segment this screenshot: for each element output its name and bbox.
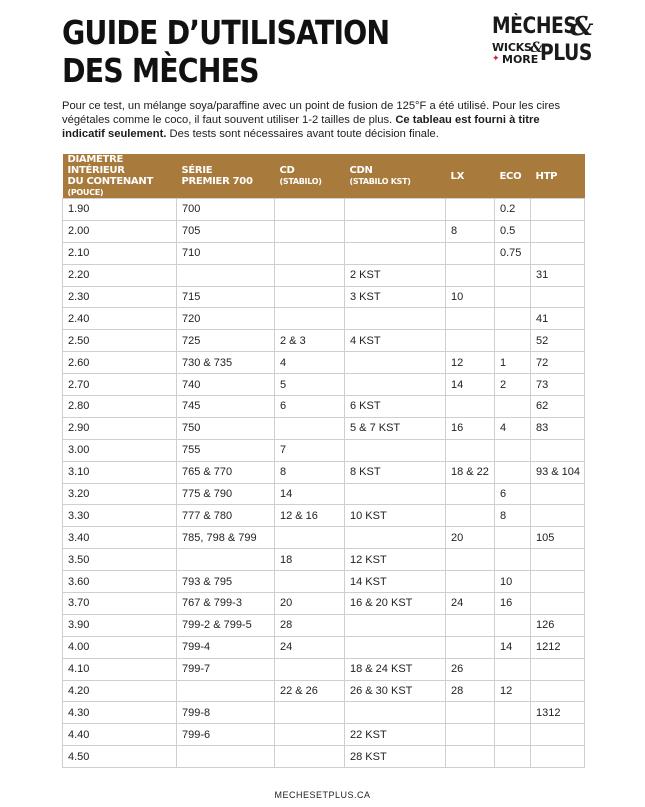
table-cell: 31 — [531, 264, 585, 286]
table-cell: 12 — [446, 352, 495, 374]
table-cell — [275, 658, 345, 680]
table-row — [63, 242, 585, 264]
column-header — [446, 154, 495, 199]
table-cell — [495, 330, 531, 352]
table-row — [63, 658, 585, 680]
table-cell: 93 & 104 — [531, 461, 585, 483]
table-row — [63, 549, 585, 571]
table-row — [63, 308, 585, 330]
table-row — [63, 505, 585, 527]
table-cell — [495, 724, 531, 746]
table-row — [63, 396, 585, 418]
table-cell: 24 — [275, 636, 345, 658]
table-cell: 5 & 7 KST — [345, 417, 446, 439]
table-cell: 22 & 26 — [275, 680, 345, 702]
column-header-main: CDN — [349, 165, 373, 176]
table-cell: 20 — [446, 527, 495, 549]
table-row — [63, 593, 585, 615]
table-cell: 14 — [495, 636, 531, 658]
column-header — [531, 154, 585, 199]
table-cell: 6 KST — [345, 396, 446, 418]
table-cell: 765 & 770 — [177, 461, 275, 483]
table-cell — [495, 527, 531, 549]
table-row — [63, 724, 585, 746]
wick-guide-table — [62, 154, 585, 768]
table-cell: 2.50 — [63, 330, 177, 352]
table-cell: 6 — [495, 483, 531, 505]
table-cell: 4.40 — [63, 724, 177, 746]
logo-word-more: MORE — [502, 53, 539, 66]
table-cell: 2.00 — [63, 220, 177, 242]
column-header — [275, 154, 345, 199]
table-cell: 8 — [446, 220, 495, 242]
logo-word-meches: MÈCHES — [492, 14, 577, 39]
table-cell: 28 — [446, 680, 495, 702]
table-cell: 7 — [275, 439, 345, 461]
table-cell — [446, 636, 495, 658]
table-cell: 730 & 735 — [177, 352, 275, 374]
table-cell: 8 — [495, 505, 531, 527]
table-cell: 799-6 — [177, 724, 275, 746]
table-cell: 3.40 — [63, 527, 177, 549]
table-cell: 3.20 — [63, 483, 177, 505]
column-header-main: SÉRIE — [181, 165, 213, 176]
table-cell: 3.60 — [63, 571, 177, 593]
table-cell — [446, 199, 495, 221]
table-cell: 740 — [177, 374, 275, 396]
table-cell: 2.30 — [63, 286, 177, 308]
table-cell — [531, 220, 585, 242]
table-cell: 4.00 — [63, 636, 177, 658]
table-cell: 4.30 — [63, 702, 177, 724]
table-cell: 83 — [531, 417, 585, 439]
table-cell: 2 & 3 — [275, 330, 345, 352]
table-cell: 2.70 — [63, 374, 177, 396]
table-cell: 793 & 795 — [177, 571, 275, 593]
table-cell: 10 KST — [345, 505, 446, 527]
table-cell: 0.5 — [495, 220, 531, 242]
table-cell: 4.50 — [63, 746, 177, 768]
table-cell: 14 — [275, 483, 345, 505]
table-cell: 8 KST — [345, 461, 446, 483]
table-cell: 2.60 — [63, 352, 177, 374]
table-cell — [345, 242, 446, 264]
table-cell — [275, 417, 345, 439]
table-cell: 3.90 — [63, 614, 177, 636]
column-header-main: CD — [279, 165, 295, 176]
table-cell: 73 — [531, 374, 585, 396]
table-row — [63, 614, 585, 636]
table-cell: 2.80 — [63, 396, 177, 418]
table-cell: 3.00 — [63, 439, 177, 461]
table-cell: 3 KST — [345, 286, 446, 308]
table-cell: 2.20 — [63, 264, 177, 286]
page-title-line2: DES MÈCHES — [62, 51, 259, 90]
table-cell: 28 KST — [345, 746, 446, 768]
table-cell: 745 — [177, 396, 275, 418]
column-header — [63, 154, 177, 199]
table-cell: 4 KST — [345, 330, 446, 352]
column-header-main: LX — [450, 170, 464, 182]
table-cell: 16 & 20 KST — [345, 593, 446, 615]
table-cell — [345, 374, 446, 396]
table-cell — [275, 308, 345, 330]
column-header-sub: (POUCE) — [67, 188, 104, 197]
table-cell — [495, 308, 531, 330]
table-cell — [495, 702, 531, 724]
table-cell — [275, 746, 345, 768]
table-cell — [495, 439, 531, 461]
table-cell: 72 — [531, 352, 585, 374]
column-header-main: DIAMÈTRE INTÉRIEUR — [67, 154, 125, 176]
table-cell: 3.70 — [63, 593, 177, 615]
table-cell: 2.40 — [63, 308, 177, 330]
table-cell — [345, 527, 446, 549]
table-cell — [177, 264, 275, 286]
table-cell — [446, 614, 495, 636]
intro-paragraph — [62, 99, 582, 141]
table-cell: 18 & 24 KST — [345, 658, 446, 680]
table-cell — [446, 330, 495, 352]
table-cell: 105 — [531, 527, 585, 549]
table-cell — [275, 264, 345, 286]
table-cell — [275, 220, 345, 242]
table-cell: 777 & 780 — [177, 505, 275, 527]
table-cell: 26 & 30 KST — [345, 680, 446, 702]
table-cell: 16 — [446, 417, 495, 439]
table-header-row — [63, 154, 585, 199]
table-cell: 3.50 — [63, 549, 177, 571]
table-cell: 799-8 — [177, 702, 275, 724]
table-cell — [275, 571, 345, 593]
table-cell — [446, 308, 495, 330]
logo-ampersand-small: & — [530, 40, 543, 56]
table-cell — [345, 352, 446, 374]
table-row — [63, 330, 585, 352]
table-cell — [446, 483, 495, 505]
table-cell — [275, 242, 345, 264]
table-cell — [345, 199, 446, 221]
table-cell: 799-4 — [177, 636, 275, 658]
table-cell — [275, 199, 345, 221]
table-cell: 14 KST — [345, 571, 446, 593]
table-cell: 8 — [275, 461, 345, 483]
table-cell — [345, 308, 446, 330]
table-cell — [345, 220, 446, 242]
table-cell: 785, 798 & 799 — [177, 527, 275, 549]
table-cell: 62 — [531, 396, 585, 418]
table-cell: 0.75 — [495, 242, 531, 264]
table-row — [63, 352, 585, 374]
table-row — [63, 571, 585, 593]
table-cell: 126 — [531, 614, 585, 636]
table-cell — [531, 658, 585, 680]
column-header — [177, 154, 275, 199]
table-cell — [446, 549, 495, 571]
table-row — [63, 286, 585, 308]
table-cell — [345, 439, 446, 461]
table-cell: 10 — [495, 571, 531, 593]
table-cell — [495, 461, 531, 483]
table-cell: 20 — [275, 593, 345, 615]
table-cell: 4.20 — [63, 680, 177, 702]
table-row — [63, 417, 585, 439]
table-cell — [345, 636, 446, 658]
table-row — [63, 483, 585, 505]
brand-logo — [490, 14, 600, 70]
table-cell: 28 — [275, 614, 345, 636]
table-cell — [275, 286, 345, 308]
table-cell: 750 — [177, 417, 275, 439]
intro-text-after: Des tests sont nécessaires avant toute décision finale. — [166, 128, 439, 140]
table-cell — [531, 199, 585, 221]
table-cell: 700 — [177, 199, 275, 221]
table-cell: 725 — [177, 330, 275, 352]
table-cell — [446, 571, 495, 593]
table-cell — [345, 702, 446, 724]
table-cell — [345, 483, 446, 505]
logo-word-plus: PLUS — [540, 41, 592, 66]
table-cell — [495, 658, 531, 680]
table-cell: 0.2 — [495, 199, 531, 221]
table-cell — [531, 242, 585, 264]
column-header-main: ECO — [499, 170, 522, 182]
table-cell — [446, 264, 495, 286]
table-row — [63, 636, 585, 658]
table-row — [63, 264, 585, 286]
table-cell: 16 — [495, 593, 531, 615]
table-cell: 705 — [177, 220, 275, 242]
table-row — [63, 199, 585, 221]
table-cell: 5 — [275, 374, 345, 396]
table-cell — [495, 549, 531, 571]
table-cell: 1.90 — [63, 199, 177, 221]
logo-ampersand: & — [570, 12, 594, 42]
table-cell: 2.10 — [63, 242, 177, 264]
table-cell — [531, 286, 585, 308]
table-body — [63, 199, 585, 768]
table-row — [63, 746, 585, 768]
table-cell — [177, 746, 275, 768]
table-cell — [275, 702, 345, 724]
table-cell — [446, 746, 495, 768]
table-cell: 4.10 — [63, 658, 177, 680]
table-cell — [495, 396, 531, 418]
table-cell: 12 KST — [345, 549, 446, 571]
table-cell — [495, 746, 531, 768]
table-cell: 2.90 — [63, 417, 177, 439]
table-cell — [177, 549, 275, 571]
table-cell: 18 & 22 — [446, 461, 495, 483]
table-cell — [531, 549, 585, 571]
table-cell: 14 — [446, 374, 495, 396]
table-cell — [531, 593, 585, 615]
table-cell — [275, 527, 345, 549]
table-cell — [531, 724, 585, 746]
table-cell: 4 — [495, 417, 531, 439]
table-cell: 18 — [275, 549, 345, 571]
table-cell: 767 & 799-3 — [177, 593, 275, 615]
intro-bold-text: Ce tableau est fourni à titre indicatif seulement. — [62, 114, 540, 140]
table-cell: 755 — [177, 439, 275, 461]
table-cell: 2 KST — [345, 264, 446, 286]
page-title-line1: GUIDE D’UTILISATION — [62, 13, 390, 52]
column-header-sub: (STABILO KST) — [349, 177, 411, 186]
table-cell: 1212 — [531, 636, 585, 658]
table-cell: 4 — [275, 352, 345, 374]
table-cell: 715 — [177, 286, 275, 308]
table-cell: 26 — [446, 658, 495, 680]
table-cell: 12 — [495, 680, 531, 702]
table-cell: 775 & 790 — [177, 483, 275, 505]
table-cell — [531, 680, 585, 702]
table-cell: 52 — [531, 330, 585, 352]
column-header-main2: PREMIER 700 — [181, 176, 253, 187]
table-cell: 3.30 — [63, 505, 177, 527]
table-cell — [177, 680, 275, 702]
table-row — [63, 374, 585, 396]
table-cell — [495, 286, 531, 308]
table-cell — [446, 439, 495, 461]
table-cell — [446, 702, 495, 724]
table-cell: 10 — [446, 286, 495, 308]
table-row — [63, 220, 585, 242]
table-cell: 3.10 — [63, 461, 177, 483]
column-header — [495, 154, 531, 199]
table-cell: 710 — [177, 242, 275, 264]
column-header-main: HTP — [535, 170, 558, 182]
table-cell: 22 KST — [345, 724, 446, 746]
footer-url: MECHESETPLUS.CA — [274, 790, 371, 800]
page-title — [62, 14, 389, 90]
table-row — [63, 702, 585, 724]
table-row — [63, 439, 585, 461]
table-row — [63, 527, 585, 549]
table-cell — [345, 614, 446, 636]
table-cell — [531, 505, 585, 527]
column-header-sub: (STABILO) — [279, 177, 322, 186]
column-header — [345, 154, 446, 199]
table-cell — [446, 505, 495, 527]
maple-leaf-icon: ✦ — [492, 54, 500, 64]
logo-word-wicks: WICKS — [492, 41, 532, 54]
intro-text: Pour ce test, un mélange soya/paraffine avec un point de fusion de 125°F a été utilisé. Pour les cires végétales comme le coco, il faut souvent utiliser 1-2 tailles de plus. — [62, 100, 561, 126]
table-cell — [531, 483, 585, 505]
table-cell — [446, 724, 495, 746]
column-header-main2: DU CONTENANT — [67, 176, 153, 187]
table-row — [63, 461, 585, 483]
table-row — [63, 680, 585, 702]
table-cell — [275, 724, 345, 746]
table-cell — [446, 242, 495, 264]
table-cell — [531, 571, 585, 593]
table-cell — [495, 264, 531, 286]
table-cell: 41 — [531, 308, 585, 330]
table-cell: 12 & 16 — [275, 505, 345, 527]
table-cell: 1 — [495, 352, 531, 374]
table-cell: 799-2 & 799-5 — [177, 614, 275, 636]
table-cell: 1312 — [531, 702, 585, 724]
table-cell — [531, 746, 585, 768]
table-cell — [495, 614, 531, 636]
table-cell: 799-7 — [177, 658, 275, 680]
table-cell — [446, 396, 495, 418]
table-cell: 6 — [275, 396, 345, 418]
table-cell: 720 — [177, 308, 275, 330]
table-cell: 2 — [495, 374, 531, 396]
table-cell: 24 — [446, 593, 495, 615]
table-cell — [531, 439, 585, 461]
